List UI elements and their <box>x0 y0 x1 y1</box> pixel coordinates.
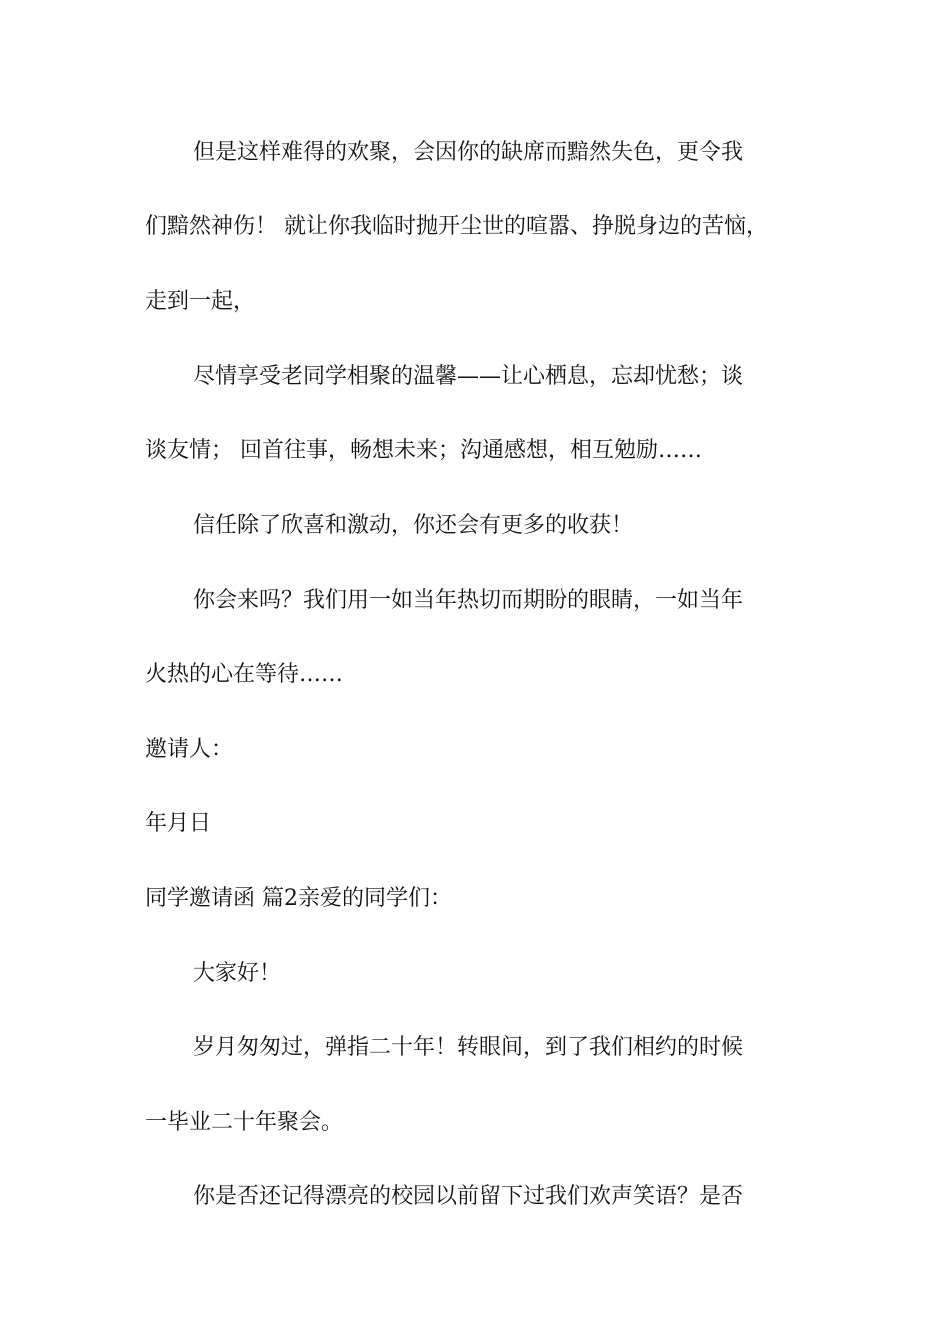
paragraph-line: 信任除了欣喜和激动，你还会有更多的收获！ <box>193 513 634 538</box>
paragraph-line: 一毕业二十年聚会。 <box>145 1110 344 1135</box>
paragraph-line: 火热的心在等待…… <box>145 662 344 687</box>
paragraph-line: 岁月匆匆过，弹指二十年！转眼间，到了我们相约的时候 <box>193 1035 744 1060</box>
greeting-line: 大家好！ <box>193 961 282 986</box>
paragraph-line: 尽情享受老同学相聚的温馨——让心栖息，忘却忧愁；谈 <box>193 364 744 389</box>
paragraph-line: 谈友情； 回首往事，畅想未来；沟通感想，相互勉励…… <box>145 438 702 463</box>
paragraph-line: 但是这样难得的欢聚，会因你的缺席而黯然失色，更令我 <box>193 140 744 165</box>
inviter-label: 邀请人： <box>145 737 234 762</box>
paragraph-line: 们黯然神伤！ 就让你我临时抛开尘世的喧嚣、挣脱身边的苦恼， <box>145 214 768 239</box>
paragraph-line: 你会来吗？我们用一如当年热切而期盼的眼睛，一如当年 <box>193 588 744 613</box>
date-label: 年月日 <box>145 811 212 836</box>
paragraph-line: 走到一起， <box>145 289 256 314</box>
paragraph-line: 你是否还记得漂亮的校园以前留下过我们欢声笑语？是否 <box>193 1184 744 1209</box>
section-heading: 同学邀请函 篇2亲爱的同学们： <box>145 886 452 911</box>
